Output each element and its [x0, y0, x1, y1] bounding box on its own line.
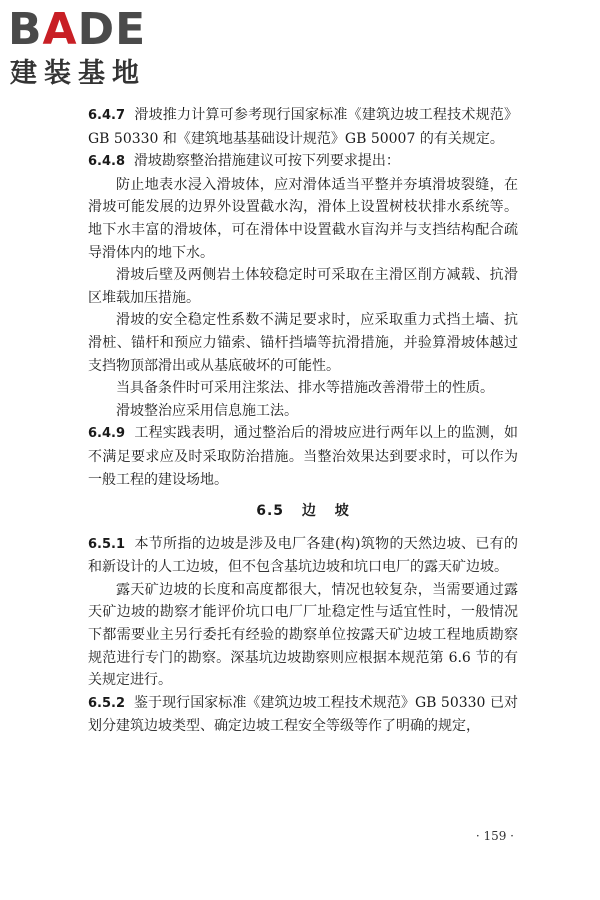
clause-6-4-9: 6.4.9 工程实践表明，通过整治后的滑坡应进行两年以上的监测，如不满足要求应及时采取防治措施。当整治效果达到要求时，可以作为一般工程的建设场地。	[88, 425, 519, 488]
paragraph: 滑坡后壁及两侧岩土体较稳定时可采取在主滑区削方减载、抗滑区堆载加压措施。	[88, 267, 518, 306]
clause-6-5-1: 6.5.1 本节所指的边坡是涉及电厂各建(构)筑物的天然边坡、已有的和新设计的人工边坡，但不包含基坑边坡和坑口电厂的露天矿边坡。	[88, 535, 518, 576]
clause-6-5-2: 6.5.2 鉴于现行国家标准《建筑边坡工程技术规范》GB 50330 已对划分建筑边坡类型、确定边坡工程安全等级等作了明确的规定，	[88, 694, 518, 735]
paragraph: 滑坡整治应采用信息施工法。	[116, 402, 298, 419]
paragraph: 露天矿边坡的长度和高度都很大，情况也较复杂，当需要通过露天矿边坡的勘察才能评价坑口电厂厂址稳定性与适宜性时，一般情况下都需要业主另行委托有经验的勘察单位按露天矿边坡工程地质勘察规范进行专门的勘察。深基坑边坡勘察则应根据本规范第 6.6 节的有关规定进行。	[88, 581, 518, 689]
document-body	[88, 104, 518, 738]
paragraph: 滑坡的安全稳定性系数不满足要求时，应采取重力式挡土墙、抗滑桩、锚杆和预应力锚索、锚杆挡墙等抗滑措施，并验算滑坡体越过支挡物顶部滑出或从基底破坏的可能性。	[88, 312, 518, 374]
logo-subtitle: 建装基地	[10, 58, 146, 89]
clause-6-4-8: 6.4.8 滑坡勘察整治措施建议可按下列要求提出：	[88, 153, 400, 170]
page-number: · 159 ·	[475, 829, 514, 843]
clause-6-4-7: 6.4.7 滑坡推力计算可参考现行国家标准《建筑边坡工程技术规范》GB 50330 和《建筑地基基础设计规范》GB 50007 的有关规定。	[88, 107, 519, 147]
paragraph: 防止地表水浸入滑坡体，应对滑体适当平整并夯填滑坡裂缝，在滑坡可能发展的边界外设置截水沟，滑体上设置树枝状排水系统等。地下水丰富的滑坡体，可在滑体中设置截水盲沟并与支挡结构配合疏导滑体内的地下水。	[88, 176, 518, 261]
section-title: 6.5 边 坡	[256, 503, 350, 520]
bade-logo	[8, 4, 178, 94]
logo-wordmark: BADE	[8, 4, 147, 55]
paragraph: 当具备条件时可采用注浆法、排水等措施改善滑带土的性质。	[116, 380, 494, 397]
